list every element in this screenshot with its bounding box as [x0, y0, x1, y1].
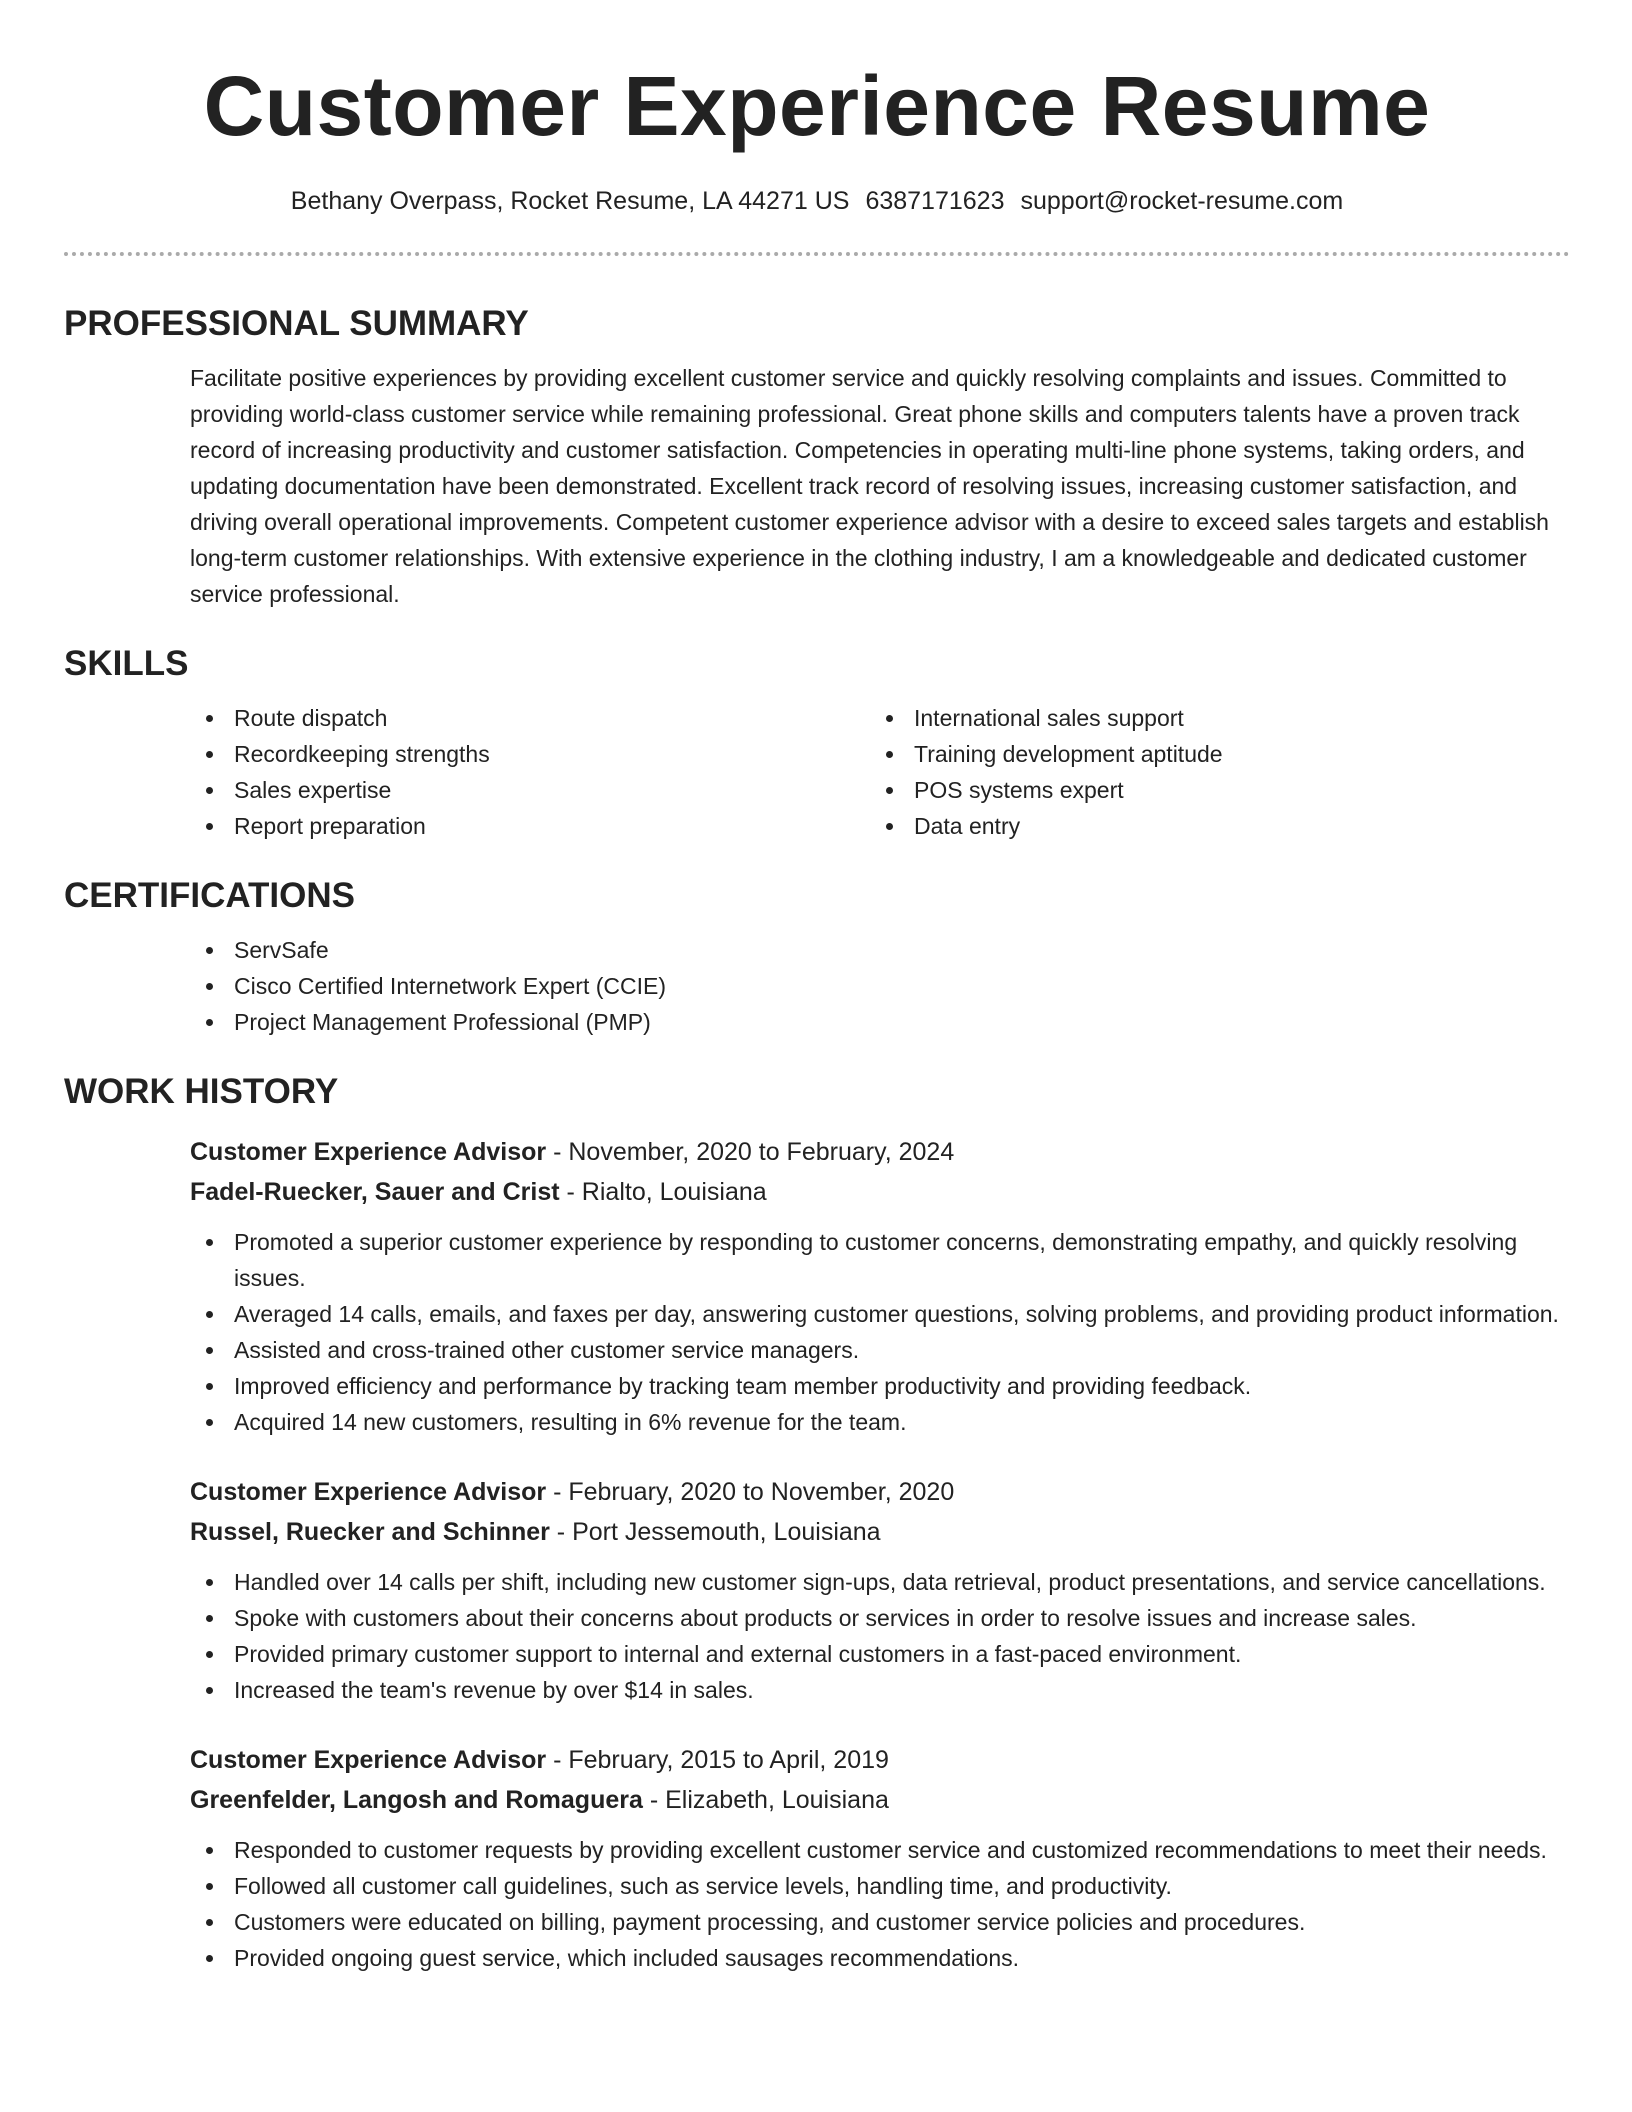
bullet-icon: [206, 751, 213, 758]
job-company: Greenfelder, Langosh and Romaguera: [190, 1786, 643, 1814]
list-item: Recordkeeping strengths: [190, 736, 870, 772]
resume-page: [64, 0, 1570, 1976]
list-item: Followed all customer call guidelines, such as service levels, handling time, and productivity.: [190, 1868, 1570, 1904]
job-entry: [190, 1472, 1570, 1708]
bullet-icon: [206, 1651, 213, 1658]
skills-column-left: [190, 700, 870, 844]
summary-heading: PROFESSIONAL SUMMARY: [64, 304, 529, 343]
bullet-icon: [886, 823, 893, 830]
bullet-icon: [886, 715, 893, 722]
job-title-line: [190, 1740, 1570, 1780]
contact-email[interactable]: support@rocket-resume.com: [1020, 187, 1344, 215]
list-item: Averaged 14 calls, emails, and faxes per day, answering customer questions, solving problems, and providing product information.: [190, 1296, 1570, 1332]
job-dates: - February, 2015 to April, 2019: [546, 1746, 889, 1774]
job-bullets: [190, 1564, 1570, 1708]
list-item: Customers were educated on billing, payment processing, and customer service policies and procedures.: [190, 1904, 1570, 1940]
bullet-icon: [206, 1383, 213, 1390]
list-item: Route dispatch: [190, 700, 870, 736]
bullet-icon: [206, 715, 213, 722]
job-company-line: [190, 1780, 1570, 1820]
bullet-icon: [206, 1615, 213, 1622]
bullet-icon: [206, 823, 213, 830]
job-bullets: [190, 1832, 1570, 1976]
list-item: Improved efficiency and performance by tracking team member productivity and providing feedback.: [190, 1368, 1570, 1404]
bullet-icon: [206, 1239, 213, 1246]
bullet-icon: [206, 1311, 213, 1318]
contact-phone: 6387171623: [865, 187, 1005, 215]
work-history-heading: WORK HISTORY: [64, 1072, 339, 1111]
list-item: Responded to customer requests by providing excellent customer service and customized recommendations to meet their needs.: [190, 1832, 1570, 1868]
job-title-line: [190, 1132, 1570, 1172]
skills-heading: SKILLS: [64, 644, 189, 683]
bullet-icon: [886, 751, 893, 758]
bullet-icon: [206, 947, 213, 954]
bullet-icon: [206, 787, 213, 794]
list-item: Provided primary customer support to internal and external customers in a fast-paced environment.: [190, 1636, 1570, 1672]
bullet-icon: [206, 1919, 213, 1926]
contact-line: [64, 184, 1570, 218]
page-title: Customer Experience Resume: [203, 59, 1431, 153]
contact-address: Bethany Overpass, Rocket Resume, LA 44271 US: [290, 187, 850, 215]
job-location: - Port Jessemouth, Louisiana: [549, 1518, 881, 1546]
job-title: Customer Experience Advisor: [190, 1746, 547, 1774]
bullet-icon: [206, 1687, 213, 1694]
bullet-icon: [206, 983, 213, 990]
bullet-icon: [206, 1847, 213, 1854]
list-item: Spoke with customers about their concerns about products or services in order to resolve issues and increase sales.: [190, 1600, 1570, 1636]
list-item: Project Management Professional (PMP): [190, 1004, 1570, 1040]
list-item: Provided ongoing guest service, which included sausages recommendations.: [190, 1940, 1570, 1976]
bullet-icon: [206, 1347, 213, 1354]
list-item: Training development aptitude: [870, 736, 1550, 772]
header-divider: [64, 252, 1570, 256]
certifications-list: [190, 932, 1570, 1040]
list-item: Data entry: [870, 808, 1550, 844]
certifications-heading: CERTIFICATIONS: [64, 876, 356, 915]
bullet-icon: [206, 1883, 213, 1890]
list-item: Increased the team's revenue by over $14 in sales.: [190, 1672, 1570, 1708]
job-entry: [190, 1740, 1570, 1976]
bullet-icon: [886, 787, 893, 794]
job-title: Customer Experience Advisor: [190, 1478, 547, 1506]
job-bullets: [190, 1224, 1570, 1440]
summary-text: Facilitate positive experiences by providing excellent customer service and quickly resolving complaints and issues. Committed to providing world-class customer service while remaining professional. Great phone skills and computers talents have a proven track record of increasing productivity and customer satisfaction. Competencies in operating multi-line phone systems, taking orders, and updating documentation have been demonstrated. Excellent track record of resolving issues, increasing customer satisfaction, and driving overall operational improvements. Competent customer experience advisor with a desire to exceed sales targets and establish long-term customer relationships. With extensive experience in the clothing industry, I am a knowledgeable and dedicated customer service professional.: [190, 365, 1549, 607]
list-item: Assisted and cross-trained other customer service managers.: [190, 1332, 1570, 1368]
list-item: ServSafe: [190, 932, 1570, 968]
list-item: Cisco Certified Internetwork Expert (CCIE): [190, 968, 1570, 1004]
job-title: Customer Experience Advisor: [190, 1138, 547, 1166]
job-dates: - February, 2020 to November, 2020: [546, 1478, 955, 1506]
job-location: - Rialto, Louisiana: [559, 1178, 767, 1206]
list-item: POS systems expert: [870, 772, 1550, 808]
skills-list: [190, 700, 1570, 844]
job-location: - Elizabeth, Louisiana: [642, 1786, 889, 1814]
job-company: Russel, Ruecker and Schinner: [190, 1518, 550, 1546]
job-company-line: [190, 1172, 1570, 1212]
job-title-line: [190, 1472, 1570, 1512]
list-item: Sales expertise: [190, 772, 870, 808]
bullet-icon: [206, 1955, 213, 1962]
job-company-line: [190, 1512, 1570, 1552]
skills-column-right: [870, 700, 1550, 844]
list-item: Report preparation: [190, 808, 870, 844]
bullet-icon: [206, 1019, 213, 1026]
list-item: Handled over 14 calls per shift, including new customer sign-ups, data retrieval, product presentations, and service cancellations.: [190, 1564, 1570, 1600]
job-company: Fadel-Ruecker, Sauer and Crist: [190, 1178, 560, 1206]
list-item: Promoted a superior customer experience by responding to customer concerns, demonstrating empathy, and quickly resolving issues.: [190, 1224, 1570, 1296]
job-dates: - November, 2020 to February, 2024: [546, 1138, 955, 1166]
job-entry: [190, 1132, 1570, 1440]
list-item: International sales support: [870, 700, 1550, 736]
bullet-icon: [206, 1419, 213, 1426]
list-item: Acquired 14 new customers, resulting in 6% revenue for the team.: [190, 1404, 1570, 1440]
bullet-icon: [206, 1579, 213, 1586]
